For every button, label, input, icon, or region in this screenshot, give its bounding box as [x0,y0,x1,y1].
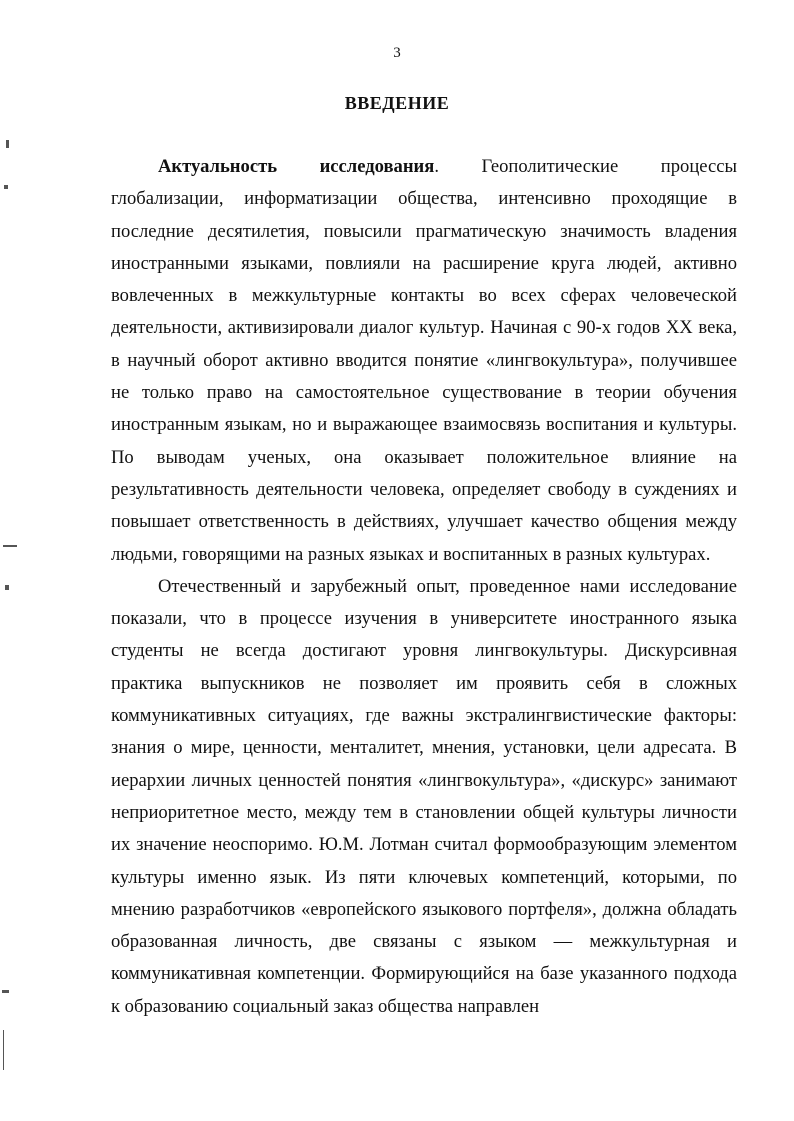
scan-artifact [6,140,9,148]
scan-artifact [3,545,17,547]
paragraph-text: . Геополитические процессы глобализации, информатизации общества, интенсивно проходящие в последние десятилетия, повысили прагматическую значимость владения иностранными языками, повлияли на расширение круга людей, активно вовлеченных в межкультурные контакты во всех сферах человеческой деятельности, активизировали диалог культур. Начиная с 90-х годов XX века, в научный оборот активно вводится понятие «лингвокультура», получившее не только право на самостоятельное существование в теории обучения иностранным языкам, но и выражающее взаимосвязь воспитания и культуры. По выводам ученых, она оказывает положительное влияние на результативность деятельности человека, определяет свободу в суждениях и повышает ответственность в действиях, улучшает качество общения между людьми, говорящими на разных языках и воспитанных в разных культурах. [111,156,738,565]
scan-artifact [5,585,9,590]
body-text [111,151,737,1023]
page-number: 3 [393,45,401,61]
section-heading: ВВЕДЕНИЕ [344,93,450,113]
paragraph-relevance [111,151,737,571]
scan-artifact [2,990,9,993]
paragraph-experience [111,571,737,1023]
paragraph-lead: Актуальность исследования [158,156,435,177]
scan-artifact [3,1030,4,1070]
scan-artifact [4,185,8,189]
paragraph-text: Отечественный и зарубежный опыт, проведенное нами исследование показали, что в процессе изучения в университете иностранного языка студенты не всегда достигают уровня лингвокультуры. Дискурсивная практика выпускников не позволяет им проявить себя в сложных коммуникативных ситуациях, где важны экстралингвистические факторы: знания о мире, ценности, менталитет, мнения, установки, цели адресата. В иерархии личных ценностей понятия «лингвокультура», «дискурс» занимают неприоритетное место, между тем в становлении общей культуры личности их значение неоспоримо. Ю.М. Лотман считал формообразующим элементом культуры именно язык. Из пяти ключевых компетенций, которыми, по мнению разработчиков «европейского языкового портфеля», должна обладать образованная личность, две связаны с языком — межкультурная и коммуникативная компетенции. Формирующийся на базе указанного подхода к образованию социальный заказ общества направлен [111,575,737,1017]
